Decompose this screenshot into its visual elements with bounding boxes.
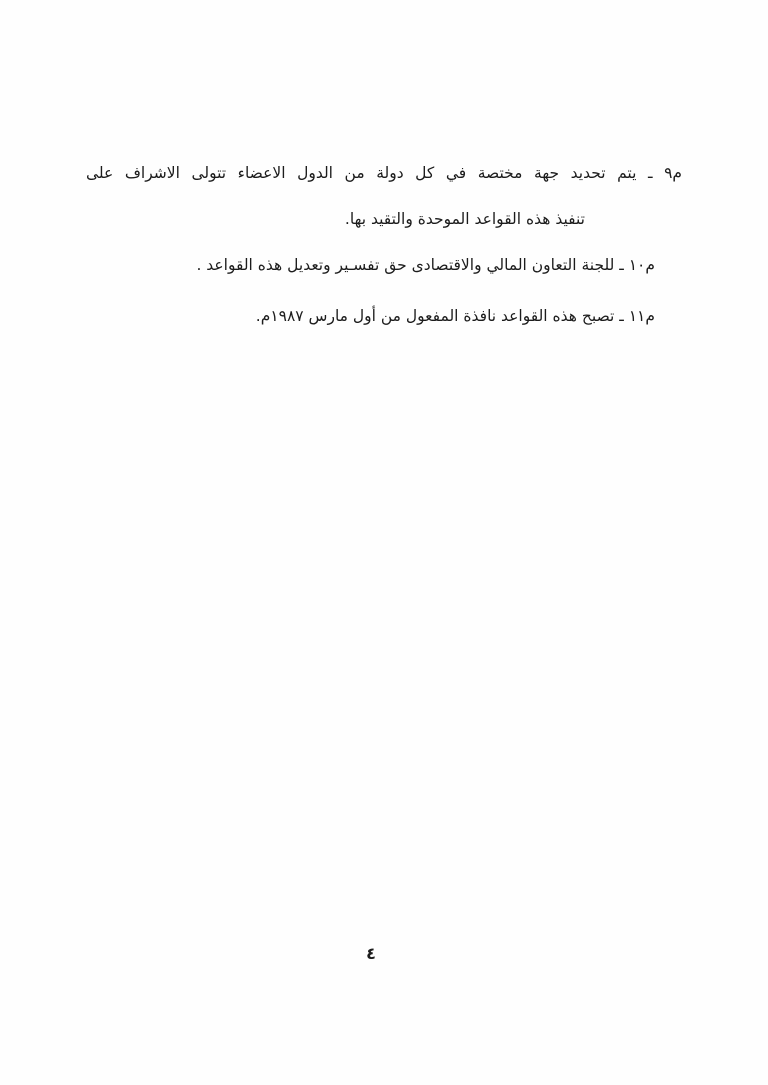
paragraph-article-10 — [86, 242, 655, 288]
article-10-line-1: م١٠ ـ للجنة التعاون المالي والاقتصادى حق تفسـير وتعديل هذه القواعد . — [196, 256, 655, 274]
paragraph-article-9 — [86, 150, 682, 242]
page-number: ٤ — [366, 944, 376, 963]
article-9-line-2: تنفيذ هذه القواعد الموحدة والتقيد بها. — [344, 210, 585, 228]
article-9-line-1: م٩ ـ يتم تحديد جهة مختصة في كل دولة من الدول الاعضاء تتولى الاشراف على — [86, 164, 682, 182]
article-11-line-1: م١١ ـ تصبح هذه القواعد نافذة المفعول من أول مارس ١٩٨٧م. — [255, 307, 655, 325]
document-body — [86, 150, 682, 339]
paragraph-article-11 — [86, 293, 655, 339]
